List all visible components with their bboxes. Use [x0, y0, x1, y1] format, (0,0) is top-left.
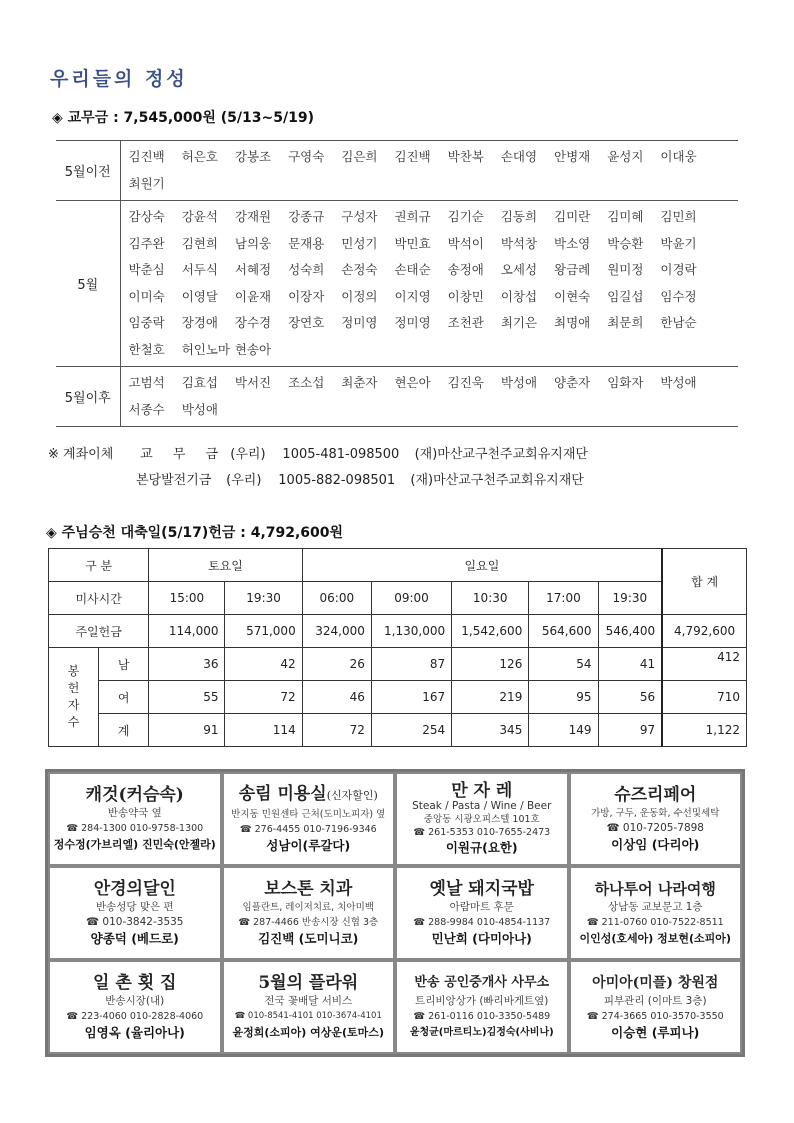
- donor-name: 최원기: [128, 175, 165, 191]
- donor-name: 현송아: [234, 341, 272, 357]
- count-cell: 114: [225, 714, 302, 747]
- ad-card: [222, 866, 396, 960]
- account-bank: (우리): [230, 447, 266, 462]
- count-cell: 54: [529, 648, 598, 681]
- donor-name: 김주완: [128, 235, 165, 251]
- ad-title-main: 송림 미용실: [238, 784, 327, 804]
- cash-cell: 564,600: [529, 615, 598, 648]
- ad-phone: ☎ 211-0760 010-7522-8511: [586, 917, 724, 928]
- ad-title: 안경의달인: [93, 879, 176, 899]
- donor-name: 허은호: [181, 149, 218, 164]
- time-cell: 10:30: [452, 582, 529, 615]
- school-fund-heading: ◈ 교무금 : 7,545,000원 (5/13~5/19): [52, 110, 314, 126]
- ad-owner: 이원규(요한): [445, 839, 518, 855]
- account-prefix: ※ 계좌이체: [48, 447, 114, 462]
- donor-name: 손대영: [500, 149, 538, 164]
- donor-name: 장수경: [234, 315, 272, 330]
- ad-title: 반송 공인중개사 사무소: [414, 975, 550, 990]
- donor-name: 구영숙: [288, 149, 325, 164]
- name-list: [129, 204, 739, 363]
- ad-card: [222, 772, 396, 866]
- donor-name: 남의웅: [234, 235, 272, 251]
- header-mass-time: 미사시간: [49, 582, 149, 615]
- header-sunday: 일요일: [302, 549, 662, 582]
- donor-name: 박성애: [181, 401, 218, 417]
- donor-name: 김현희: [181, 235, 218, 251]
- ad-line: 반지동 민원센타 근처(도미노피자) 옆: [231, 809, 386, 820]
- time-cell: 19:30: [598, 582, 662, 615]
- account-bank: (우리): [226, 473, 262, 488]
- ad-card: [569, 866, 743, 960]
- donor-name: 조천관: [447, 315, 484, 330]
- donor-name: 박춘심: [128, 262, 165, 277]
- ad-phone: ☎ 010-8541-4101 010-3674-4101: [234, 1011, 382, 1021]
- donor-name: 박성애: [660, 375, 697, 390]
- count-total: 710: [662, 681, 746, 714]
- count-cell: 126: [452, 648, 529, 681]
- count-cell: 91: [149, 714, 225, 747]
- donor-name: 한남순: [660, 315, 697, 330]
- donor-name: 강종규: [288, 209, 325, 224]
- donor-name: 강봉조: [234, 149, 272, 164]
- donor-name: 윤성지: [607, 149, 644, 164]
- donor-name: 이현숙: [554, 288, 591, 304]
- donor-name: 안병재: [554, 149, 591, 164]
- donor-name: 김진백: [394, 149, 431, 164]
- donor-name: 이미숙: [128, 288, 165, 304]
- row-label: 5월: [56, 201, 120, 367]
- donor-name: 박소영: [554, 235, 591, 251]
- ad-title: [227, 783, 391, 807]
- time-cell: 17:00: [529, 582, 598, 615]
- ads-grid: [45, 769, 745, 1057]
- header-total: 합 계: [662, 549, 746, 615]
- donor-name: 최기은: [500, 315, 538, 330]
- ad-owner: 민난희 (다미아나): [431, 931, 532, 946]
- count-cell: 87: [371, 648, 451, 681]
- donor-name: 정미영: [394, 315, 431, 330]
- donor-name: 김은희: [341, 149, 378, 164]
- donor-name: 송정애: [447, 262, 484, 277]
- donor-name: 손태순: [394, 262, 431, 277]
- donor-name: 임수정: [660, 288, 697, 304]
- cash-cell: 114,000: [149, 615, 225, 648]
- ad-phone: ☎ 261-5353 010-7655-2473: [413, 826, 551, 838]
- ad-line: 가방, 구두, 운동화, 수선및세탁: [591, 808, 720, 819]
- collection-heading: ◈ 주님승천 대축일(5/17)헌금 : 4,792,600원: [46, 525, 344, 541]
- donor-name: 박성애: [500, 375, 538, 390]
- donor-name: 이정의: [341, 288, 378, 304]
- time-cell: 19:30: [225, 582, 302, 615]
- ad-owner: 양종덕 (베드로): [90, 931, 179, 946]
- ad-owner: 정수정(가브리엘) 진민숙(안젤라): [53, 838, 216, 851]
- donor-name: 권희규: [394, 209, 431, 224]
- account-number: 1005-481-098500: [282, 447, 400, 462]
- donor-name: 손정숙: [341, 262, 378, 277]
- donor-name: 박승환: [607, 235, 644, 251]
- donor-name: 박석창: [500, 235, 538, 251]
- donor-name: 김진백: [128, 149, 165, 164]
- account-name: 교 무 금: [140, 447, 227, 462]
- donor-name: 박윤기: [660, 235, 697, 251]
- ad-title: 일 촌 횟 집: [93, 973, 177, 993]
- name-list: [129, 144, 739, 197]
- cash-total: 4,792,600: [662, 615, 746, 648]
- ad-title: 슈즈리페어: [614, 785, 697, 805]
- ad-line: 반송약국 옆: [107, 807, 162, 819]
- account-line-2: [136, 469, 584, 488]
- donor-name: 박찬복: [447, 149, 484, 164]
- row-label: 계: [99, 714, 149, 747]
- ad-phone: ☎ 288-9984 010-4854-1137: [413, 917, 551, 928]
- ad-owner: 성남이(루갈다): [266, 838, 351, 853]
- donor-name: 이지영: [394, 288, 431, 304]
- donor-name: 강재원: [234, 209, 272, 224]
- ad-line: 반송성당 맞은 편: [95, 901, 174, 913]
- ad-phone: ☎ 284-1300 010-9758-1300: [66, 823, 204, 834]
- ad-line: 임플란트, 레이저치료, 치아미백: [242, 902, 374, 913]
- ad-phone: ☎ 276-4455 010-7196-9346: [239, 824, 377, 835]
- donor-name: 양춘자: [554, 375, 591, 390]
- ad-title: 옛날 돼지국밥: [429, 879, 534, 899]
- ad-line: Steak / Pasta / Wine / Beer: [412, 799, 552, 812]
- ad-title: 5월의 플라워: [258, 973, 359, 993]
- donor-name: 김진욱: [447, 375, 484, 390]
- count-cell: 97: [598, 714, 662, 747]
- donor-name: 이대웅: [660, 149, 697, 164]
- ad-card: [395, 960, 569, 1054]
- donor-name: 이영달: [181, 288, 218, 304]
- donor-name: 구성자: [341, 209, 378, 224]
- ad-line: 아람마트 후문: [449, 901, 514, 913]
- count-total: 1,122: [662, 714, 746, 747]
- ad-card: [48, 772, 222, 866]
- cash-cell: 324,000: [302, 615, 371, 648]
- donor-name: 감상숙: [128, 209, 165, 224]
- count-cell: 42: [225, 648, 302, 681]
- ad-card: [395, 772, 569, 866]
- server-char: 헌: [67, 681, 80, 695]
- name-list: [129, 370, 739, 423]
- server-char: 봉: [67, 664, 80, 678]
- header-gubun: 구 분: [49, 549, 149, 582]
- ad-phone: ☎ 223-4060 010-2828-4060: [66, 1011, 204, 1022]
- collection-table: [48, 548, 747, 747]
- ad-owner: 윤청균(마르티노)김정숙(사비나): [409, 1027, 554, 1038]
- ad-title: 만 자 레: [451, 780, 513, 801]
- server-char: 자: [67, 698, 80, 712]
- ad-phone: ☎ 287-4466 반송시장 신협 3층: [238, 917, 379, 928]
- account-name: 본당발전기금: [136, 473, 212, 488]
- account-holder: (재)마산교구천주교회유지재단: [414, 447, 588, 462]
- count-cell: 46: [302, 681, 371, 714]
- ad-line: 전국 꽃배달 서비스: [264, 995, 353, 1007]
- count-cell: 36: [149, 648, 225, 681]
- time-cell: 15:00: [149, 582, 225, 615]
- donor-name: 강윤석: [181, 209, 218, 224]
- donor-name: 정미영: [341, 315, 378, 330]
- account-line-1: [48, 443, 588, 462]
- donor-name: 문재용: [288, 235, 325, 251]
- account-holder: (재)마산교구천주교회유지재단: [410, 473, 584, 488]
- ad-phone: ☎ 274-3665 010-3570-3550: [586, 1011, 724, 1022]
- donor-name: 김미혜: [607, 209, 644, 224]
- donor-name: 김동희: [500, 209, 538, 224]
- cash-cell: 1,130,000: [371, 615, 451, 648]
- count-cell: 219: [452, 681, 529, 714]
- count-cell: 55: [149, 681, 225, 714]
- row-label: 여: [99, 681, 149, 714]
- row-label: 5월이전: [56, 141, 120, 201]
- count-total: 412: [662, 648, 746, 681]
- donor-name: 서두식: [181, 262, 218, 277]
- ad-card: [48, 960, 222, 1054]
- donor-name: 박민효: [394, 235, 431, 251]
- ad-title-note: (신자할인): [326, 789, 378, 802]
- count-cell: 72: [302, 714, 371, 747]
- ad-owner: 이인성(호세아) 정보현(소피아): [579, 932, 731, 945]
- cash-cell: 546,400: [598, 615, 662, 648]
- donor-name: 이윤재: [234, 288, 272, 304]
- page-title: 우리들의 정성: [50, 68, 188, 90]
- donor-name: 김민희: [660, 209, 697, 224]
- donor-name: 임중락: [128, 315, 165, 330]
- ad-card: [569, 772, 743, 866]
- count-cell: 72: [225, 681, 302, 714]
- count-cell: 26: [302, 648, 371, 681]
- donor-name: 이창민: [447, 288, 484, 304]
- donor-name: 서종수: [128, 401, 165, 417]
- donor-name: 이경락: [660, 262, 697, 277]
- ad-title: 캐것(커슴속): [85, 785, 184, 805]
- donor-name: 이장자: [288, 288, 325, 304]
- cash-cell: 571,000: [225, 615, 302, 648]
- donor-name: 이창섭: [500, 288, 538, 304]
- count-cell: 56: [598, 681, 662, 714]
- count-cell: 95: [529, 681, 598, 714]
- ad-card: [395, 866, 569, 960]
- donor-name: 박석이: [447, 235, 484, 251]
- donor-name: 왕금례: [554, 262, 591, 277]
- header-saturday: 토요일: [149, 549, 302, 582]
- donor-name: 김효섭: [181, 375, 218, 390]
- ad-card: [569, 960, 743, 1054]
- donor-name: 김미란: [554, 209, 591, 224]
- donor-name: 조소섭: [288, 375, 325, 390]
- ad-line: 피부관리 (이마트 3층): [603, 995, 707, 1007]
- ad-owner: 김진백 (도미니코): [258, 931, 359, 946]
- cash-label: 주일헌금: [49, 615, 149, 648]
- ad-line: 상남동 교보문고 1층: [608, 901, 703, 913]
- row-label: 5월이후: [56, 367, 120, 427]
- donor-name: 최춘자: [341, 375, 378, 390]
- count-cell: 149: [529, 714, 598, 747]
- ad-phone: ☎ 261-0116 010-3350-5489: [413, 1011, 551, 1022]
- row-label: 남: [99, 648, 149, 681]
- donor-name: 박서진: [234, 375, 272, 390]
- ad-line: 트리비앙상가 (빠리바게트옆): [415, 995, 549, 1007]
- donor-name: 오세성: [500, 262, 538, 277]
- account-number: 1005-882-098501: [278, 473, 396, 488]
- ad-owner: 윤정희(소피아) 여상운(토마스): [232, 1026, 384, 1039]
- donor-name: 민성기: [341, 235, 378, 251]
- count-cell: 41: [598, 648, 662, 681]
- server-count-label: [49, 648, 99, 747]
- cash-cell: 1,542,600: [452, 615, 529, 648]
- donor-name: 최명애: [554, 315, 591, 330]
- donor-name: 최문희: [607, 315, 644, 330]
- donor-name: 현은아: [394, 375, 431, 390]
- ad-title: 하나투어 나라여행: [594, 880, 716, 898]
- ad-line: 중앙동 시광오피스텔 101호: [423, 813, 540, 825]
- school-fund-table: [56, 140, 738, 427]
- server-char: 수: [67, 715, 80, 729]
- count-cell: 345: [452, 714, 529, 747]
- donor-name: 장경애: [181, 315, 218, 330]
- ad-title: 보스톤 치과: [264, 879, 353, 899]
- ad-phone: ☎ 010-3842-3535: [86, 916, 184, 928]
- donor-name: 한철호: [128, 341, 165, 357]
- donor-name: 고범석: [128, 375, 165, 390]
- donor-name: 서혜정: [234, 262, 272, 277]
- count-cell: 167: [371, 681, 451, 714]
- time-cell: 06:00: [302, 582, 371, 615]
- ad-phone: ☎ 010-7205-7898: [606, 822, 704, 834]
- ad-card: [48, 866, 222, 960]
- ad-card: [222, 960, 396, 1054]
- ad-title: 아미아(미플) 창원점: [592, 975, 719, 991]
- donor-name: 원미정: [607, 262, 644, 277]
- count-cell: 254: [371, 714, 451, 747]
- ad-owner: 이상임 (다리아): [611, 837, 700, 852]
- ad-line: 반송시장(내): [105, 995, 165, 1007]
- ad-owner: 임영옥 (율리아나): [84, 1025, 185, 1040]
- donor-name: 허인노마: [181, 341, 230, 357]
- donor-name: 성숙희: [288, 262, 325, 277]
- time-cell: 09:00: [371, 582, 451, 615]
- donor-name: 임길섭: [607, 288, 644, 304]
- donor-name: 임화자: [607, 375, 644, 390]
- donor-name: 장연호: [288, 315, 325, 330]
- ad-owner: 이승현 (루피나): [611, 1025, 700, 1040]
- donor-name: 김기순: [447, 209, 484, 224]
